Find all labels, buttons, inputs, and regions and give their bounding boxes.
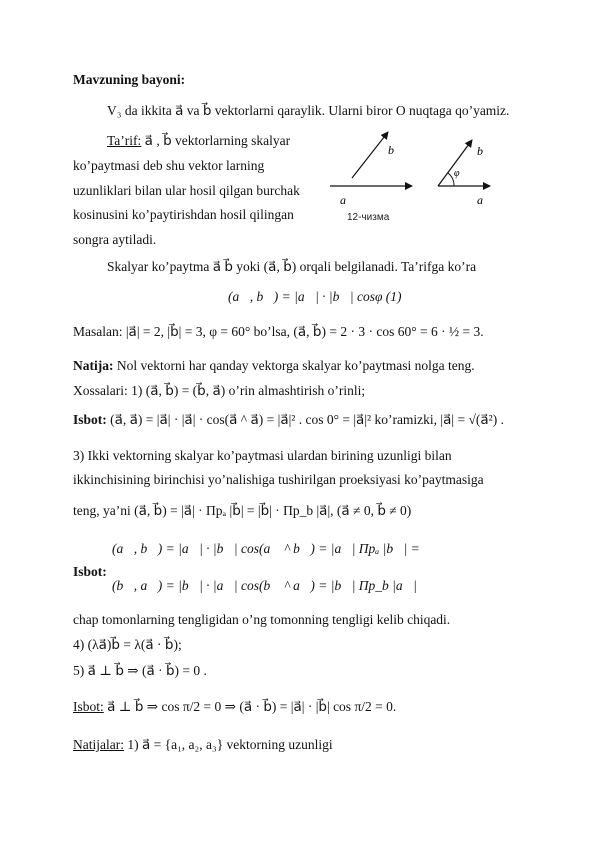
natijalar-line bbox=[73, 736, 333, 754]
conclusion-line: chap tomonlarning tengligidan o’ng tomonning tengligi kelib chiqadi. bbox=[73, 612, 451, 627]
isbot-2-equation-1: (a⃗, b⃗) = |a⃗| · |b⃗| cos(a⃗ ^ b⃗) = |a⃗| Прₐ |b⃗| = bbox=[112, 541, 420, 556]
intro-text: V₃ da ikkita a⃗ va b⃗ vektorlarni qaraylik. Ularni biror O nuqtaga qo’yamiz. bbox=[107, 103, 510, 118]
natijalar-label: Natijalar: bbox=[73, 737, 124, 752]
isbot-1-line bbox=[73, 411, 504, 429]
property-5-line: 5) a⃗ ⊥ b⃗ ⇒ (a⃗ · b⃗) = 0 . bbox=[73, 663, 207, 678]
definition-line-3: uzunliklari bilan ular hosil qilgan burchak bbox=[73, 183, 300, 198]
natija-line bbox=[73, 357, 475, 375]
isbot-3-label: Isbot: bbox=[73, 699, 104, 714]
label-phi: φ bbox=[454, 168, 460, 179]
definition-text-1: a⃗ , b⃗ vektorlarning skalyar bbox=[141, 133, 291, 148]
isbot-3-line bbox=[73, 698, 396, 716]
natija-label: Natija: bbox=[73, 358, 114, 373]
vector-b-left bbox=[352, 132, 388, 178]
isbot-1-text: (a⃗, a⃗) = |a⃗| · |a⃗| · cos(a⃗ ^ a⃗) = |a⃗|² . cos 0° = |a⃗|² ko’ramizki, |a⃗| = √(a⃗²) . bbox=[106, 412, 504, 427]
definition-line-1 bbox=[107, 132, 290, 150]
definition-line-2: ko’paytmasi deb shu vektor larning bbox=[73, 158, 265, 173]
isbot-2-label: Isbot: bbox=[73, 564, 107, 579]
label-b-left: b bbox=[388, 143, 394, 157]
natijalar-text: 1) a⃗ = {a₁, a₂, a₃} vektorning uzunligi bbox=[123, 737, 333, 752]
natija-text: Nol vektorni har qanday vektorga skalyar ko’paytmasi nolga teng. bbox=[113, 358, 475, 373]
definition-line-5: songra aytiladi. bbox=[73, 232, 157, 247]
section-heading: Mavzuning bayoni: bbox=[73, 72, 186, 87]
isbot-2-equation-2: (b⃗, a⃗) = |b⃗| · |a⃗| cos(b⃗ ^ a⃗) = |b⃗| Пр_b |a⃗| bbox=[112, 578, 417, 593]
notation-line: Skalyar ko’paytma a⃗ b⃗ yoki (a⃗, b⃗) orqali belgilanadi. Ta’rifga ko’ra bbox=[107, 259, 477, 274]
example-line: Masalan: |a⃗| = 2, |b⃗| = 3, φ = 60° bo’lsa, (a⃗, b⃗) = 2 · 3 · cos 60° = 6 · ½ = 3. bbox=[73, 324, 484, 339]
isbot-1-label: Isbot: bbox=[73, 412, 107, 427]
definition-line-4: kosinusini ko’paytirishdan hosil qilingan bbox=[73, 207, 294, 222]
property-3-line-2: ikkinchisining birinchisi yo’nalishiga tushirilgan proeksiyasi ko’paytmasiga bbox=[73, 472, 484, 487]
property-3-line-3: teng, ya’ni (a⃗, b⃗) = |a⃗| · Прₐ |b⃗| = |b⃗| · Пр_b |a⃗|, (a⃗ ≠ 0, b⃗ ≠ 0) bbox=[73, 503, 412, 518]
formula-1: (a⃗, b⃗) = |a⃗| · |b⃗| cosφ (1) bbox=[228, 289, 402, 304]
figure-caption: 12-чизма bbox=[347, 212, 390, 223]
xossalar-line: Xossalari: 1) (a⃗, b⃗) = (b⃗, a⃗) o’rin almashtirish o’rinli; bbox=[73, 383, 366, 398]
property-4-line: 4) (λa⃗)b⃗ = λ(a⃗ · b⃗); bbox=[73, 637, 182, 652]
label-b-right: b bbox=[477, 144, 483, 158]
definition-label: Ta’rif: bbox=[107, 133, 142, 148]
property-3-line-1: 3) Ikki vektorning skalyar ko’paytmasi ulardan birining uzunligi bilan bbox=[73, 448, 452, 463]
label-a-left: a bbox=[340, 193, 346, 207]
label-a-right: a bbox=[477, 193, 483, 207]
vector-b-right bbox=[438, 140, 472, 186]
isbot-3-text: a⃗ ⊥ b⃗ ⇒ cos π/2 = 0 ⇒ (a⃗ · b⃗) = |a⃗| · |b⃗| cos π/2 = 0. bbox=[103, 699, 397, 714]
